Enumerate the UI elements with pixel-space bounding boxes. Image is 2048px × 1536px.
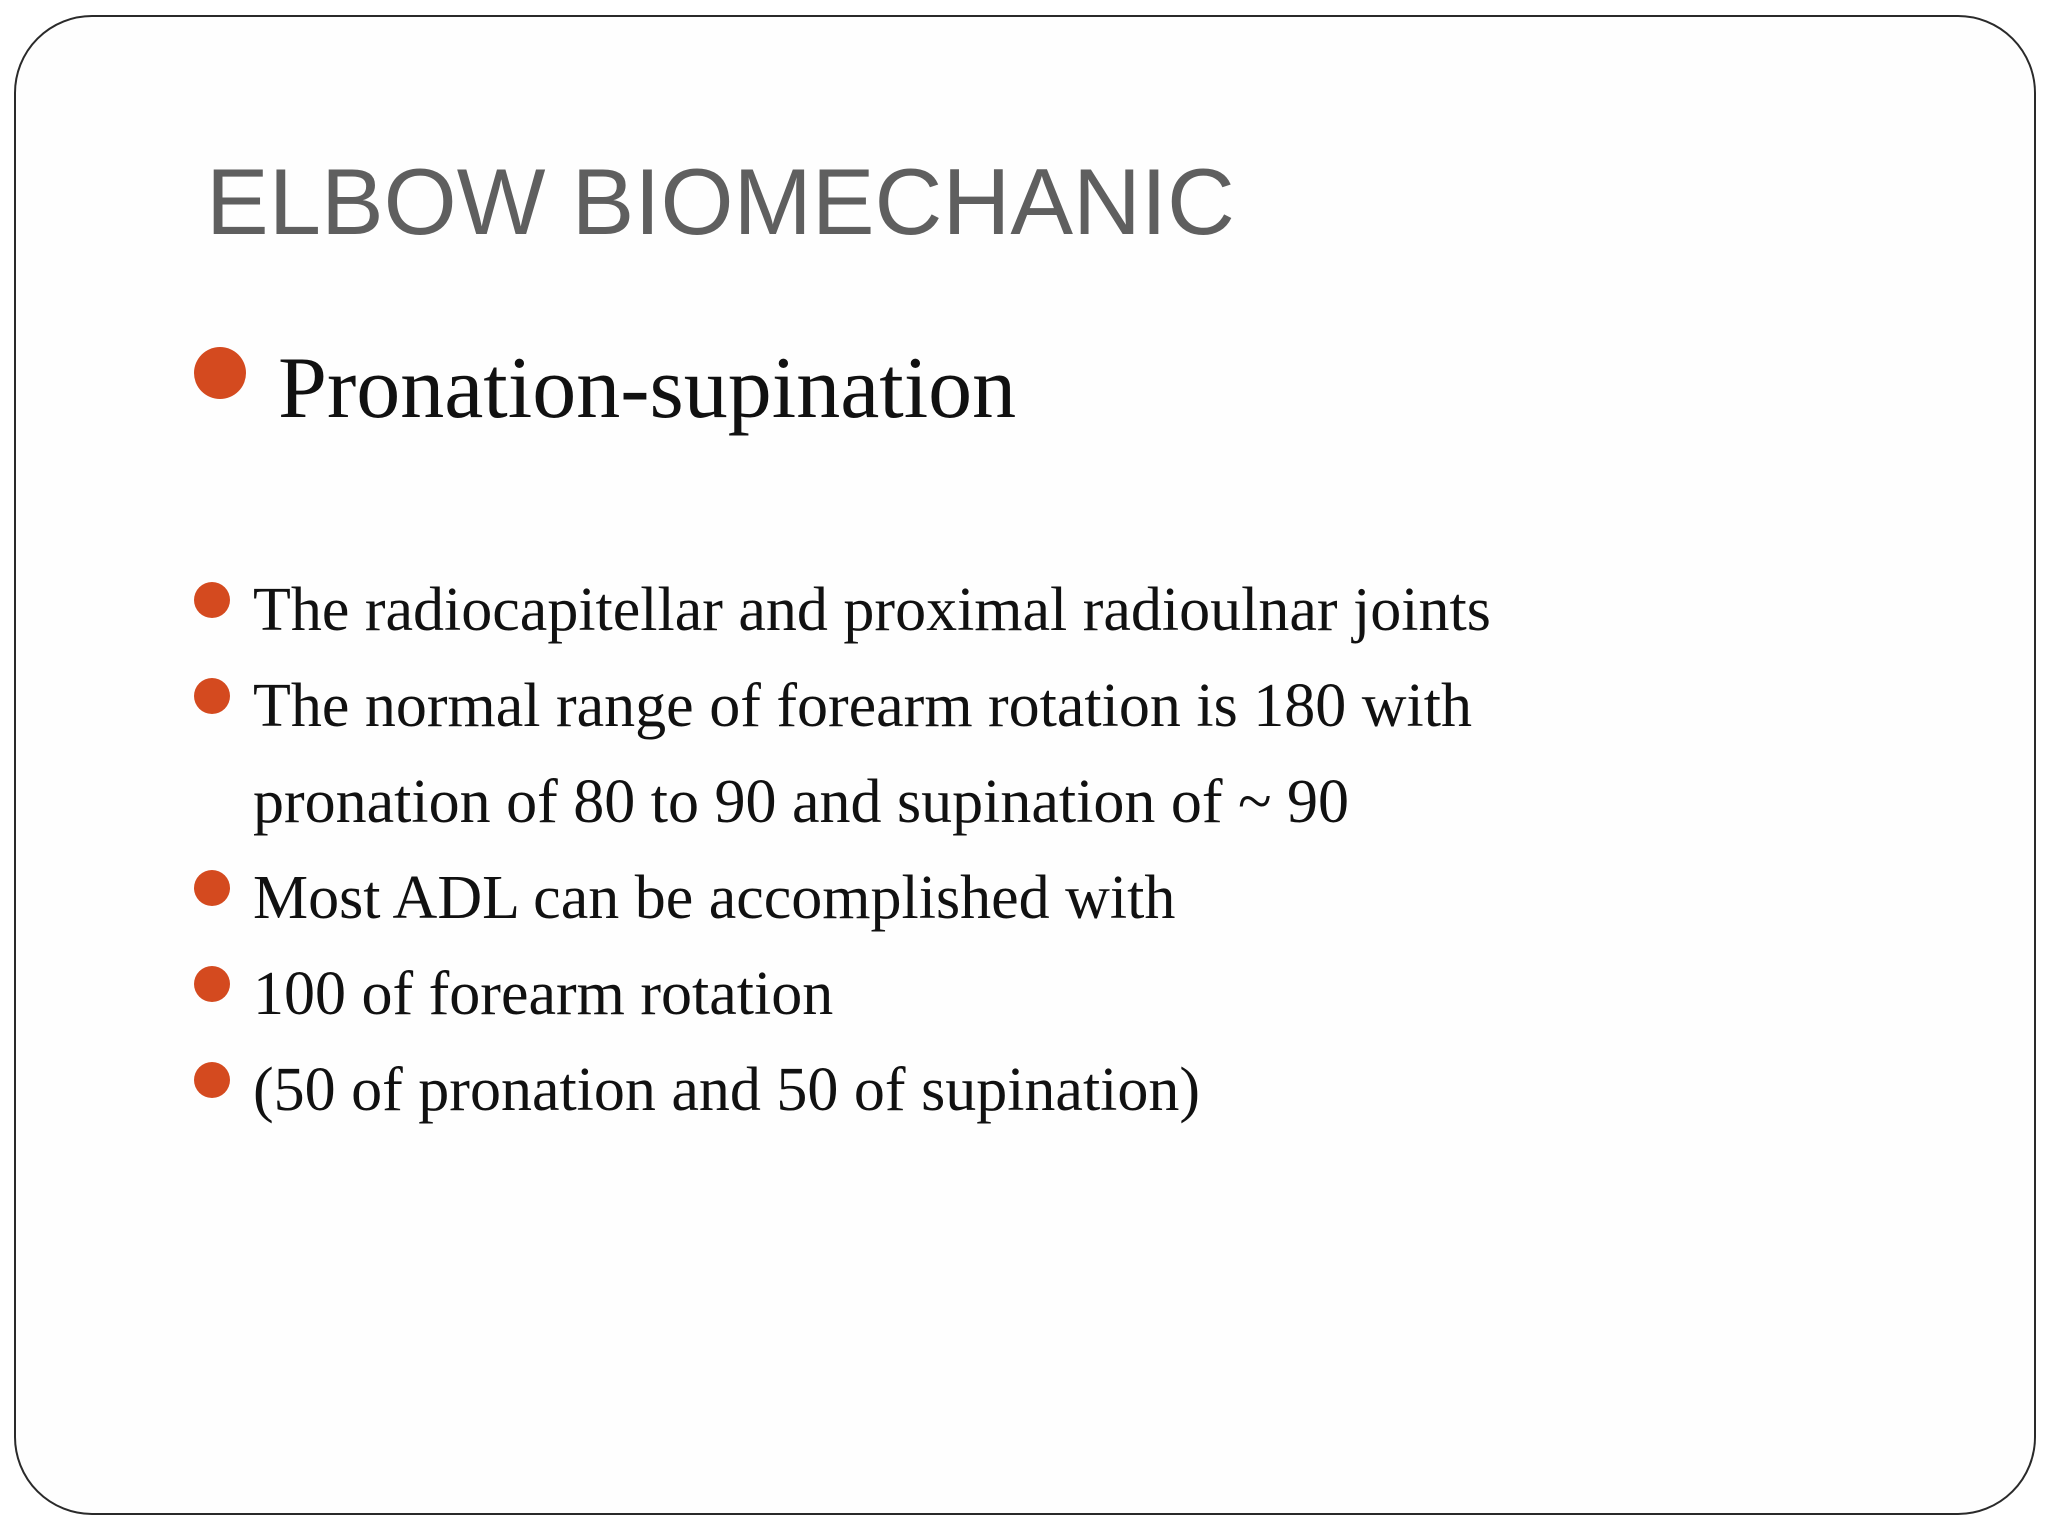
slide-title: ELBOW BIOMECHANIC xyxy=(206,149,1235,254)
main-bullet xyxy=(192,339,1016,439)
sub-bullet-item xyxy=(192,1042,1491,1138)
sub-bullet-item xyxy=(192,562,1491,658)
circle-bullet-icon xyxy=(194,870,230,906)
sub-bullet-item xyxy=(192,658,1491,754)
sub-bullet-text: The radiocapitellar and proximal radioulnar joints xyxy=(253,576,1491,644)
sub-bullet-list xyxy=(192,562,1491,1138)
circle-bullet-icon xyxy=(194,347,246,399)
sub-bullet-item xyxy=(192,850,1491,946)
circle-bullet-icon xyxy=(194,582,230,618)
circle-bullet-icon xyxy=(194,1062,230,1098)
circle-bullet-icon xyxy=(194,966,230,1002)
circle-bullet-icon xyxy=(194,678,230,714)
sub-bullet-text: Most ADL can be accomplished with xyxy=(253,864,1176,932)
sub-bullet-text: pronation of 80 to 90 and supination of ~ 90 xyxy=(253,768,1350,836)
slide-frame xyxy=(14,15,2036,1515)
sub-bullet-text: The normal range of forearm rotation is 180 with xyxy=(253,672,1472,740)
main-bullet-text: Pronation-supination xyxy=(278,340,1017,437)
sub-bullet-item xyxy=(192,946,1491,1042)
sub-bullet-text: 100 of forearm rotation xyxy=(253,960,834,1028)
sub-bullet-continuation xyxy=(192,754,1491,850)
sub-bullet-text: (50 of pronation and 50 of supination) xyxy=(253,1056,1201,1124)
